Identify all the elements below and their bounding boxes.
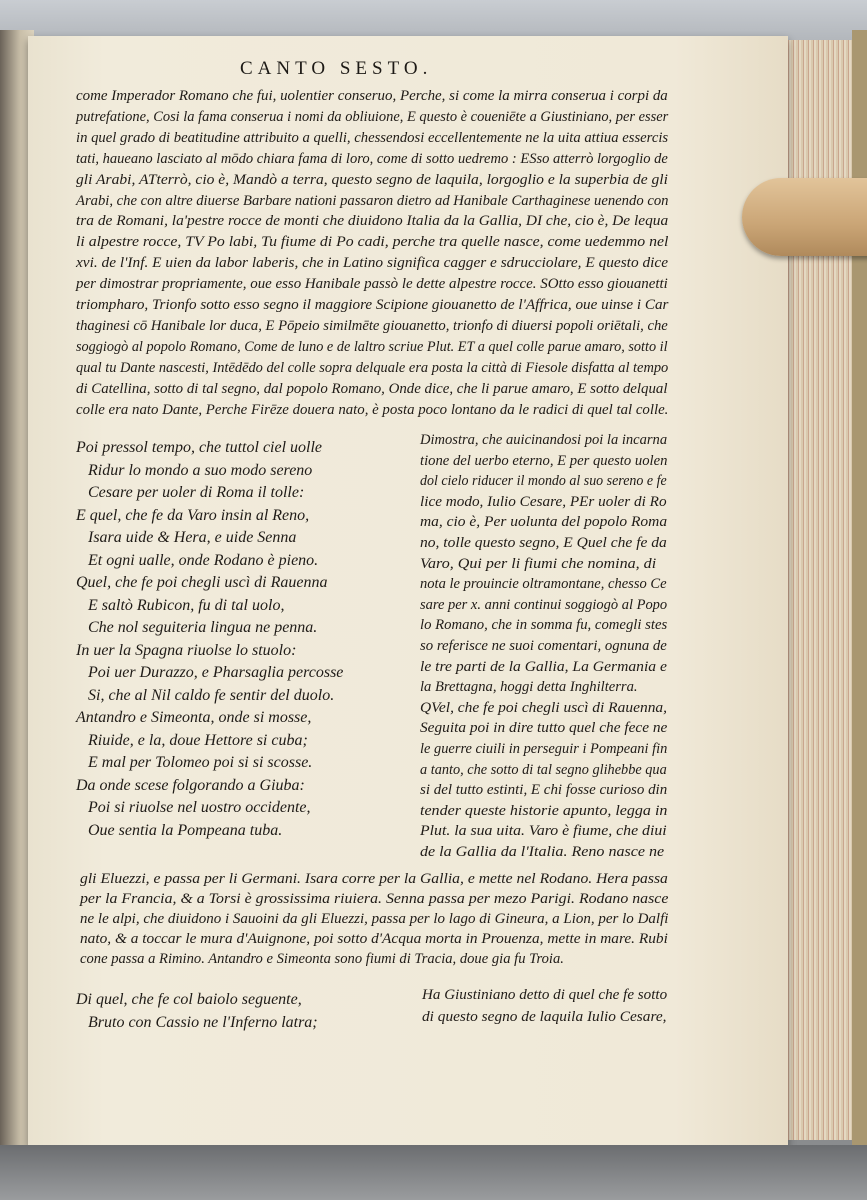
text-line: in quel grado di beatitudine attribuito a quelli, chessendosi eccellentemente ne la uita attiua essercis [76,128,669,146]
verse-line: Oue sentia la Pompeana tuba. [88,821,283,839]
text-line: Dimostra, che auicinandosi poi la incarna [420,432,668,448]
commentary-column-1 [420,430,667,862]
text-line: per dimostrar propriamente, oue esso Hanibale passò le dette alpestre rocce. SOtto esso giouanetti [76,275,668,293]
text-line: di Catellina, sotto di tal segno, dal popolo Romano, Onde dice, che li parue amaro, E sotto delqual [76,379,668,397]
text-line: xvi. de l'Inf. E uien da labor laberis, che in Latino significa cagger e sdrucciolare, E questo dice [76,254,669,272]
text-line: lice modo, Iulio Cesare, PEr uoler di Ro [420,493,667,510]
text-line: so referisce ne suoi comentari, ognuna de [420,637,667,654]
text-line: cone passa a Rimino. Antandro e Simeonta sono fiumi di Tracia, doue gia fu Troia. [80,951,564,968]
verse-line: Di quel, che fe col baiolo seguente, [76,991,302,1008]
text-line: per la Francia, & a Torsi è grossissima riuiera. Senna passa per mezo Parigi. Rodano nasce [80,891,669,908]
text-line: soggiogò al popolo Romano, Come de luno e de laltro scriue Plut. ET a quel colle parue amaro, sotto il [76,337,668,355]
verse-line: Bruto con Cassio ne l'Inferno latra; [88,1013,318,1031]
text-line: le tre parti de la Gallia, La Germania e [420,658,667,675]
verse-line: E quel, che fe da Varo insin al Reno, [76,506,310,524]
text-line: come Imperador Romano che fui, uolentier conseruo, Perche, si come la mirra conserua i corpi da [76,87,668,104]
verse-line: Poi si riuolse nel uostro occidente, [88,799,311,816]
verse-line: Antandro e Simeonta, onde si mosse, [76,709,312,726]
text-line: tione del uerbo eterno, E per questo uolen [420,452,668,469]
verse-block-2 [76,989,406,1034]
verse-line: Riuide, e la, doue Hettore si cuba; [88,731,308,749]
verse-line: Quel, che fe poi chegli uscì di Rauenna [76,574,328,591]
text-line: tati, haueano lasciato al mōdo chiara fama di loro, come di sotto uedremo : ESso atterrò lorgoglio de [76,149,668,167]
scan-background-top [0,0,867,40]
text-line: Varo, Qui per li fiumi che nomina, di [420,555,657,572]
wooden-page-holder [742,178,867,256]
text-line: nato, & a toccar le mura d'Auignone, poi sotto d'Acqua morta in Prouenza, mette in mare. Rubi [80,931,668,948]
verse-line: Si, che al Nil caldo fe sentir del duolo. [88,686,335,704]
verse-line: E saltò Rubicon, fu di tal uolo, [88,596,285,614]
text-line: QVel, che fe poi chegli uscì di Rauenna, [420,699,668,716]
text-line: putrefatione, Cosi la fama conserua i nomi da obliuione, E questo è coueniēte a Giustiniano, per esser [76,107,669,125]
text-line: colle era nato Dante, Perche Firēze douera nato, è posta poco lontano da le radici di quel tal colle. [76,400,669,418]
text-line: triompharo, Trionfo sotto esso segno il maggiore Scipione giouanetto de l'Affrica, oue uinse i Car [76,296,669,314]
text-line: ma, cio è, Per uolunta del popolo Roma [420,514,668,531]
text-line: Seguita poi in dire tutto quel che fece ne [420,720,668,737]
text-line: nota le prouincie oltramontane, chesso Ce [420,576,667,593]
text-line: li alpestre rocce, TV Po labi, Tu fiume di Po cadi, perche tra quelle nasce, come uedemmo nel [76,233,669,251]
text-line: sare per x. anni continui soggiogò al Popo [420,596,668,613]
verse-line: E mal per Tolomeo poi si si scosse. [88,754,313,771]
page-heading: CANTO SESTO. [240,58,433,79]
text-line: qual tu Dante nascesti, Intēdēdo del colle sopra delquale era posta la città di Fiesole disfatta al tempo [76,358,669,376]
verse-line: Isara uide & Hera, e uide Senna [88,529,297,546]
verse-line: Che nol seguiteria lingua ne penna. [88,619,318,636]
text-line: no, tolle questo segno, E Quel che fe da [420,534,667,551]
verse-line: Poi uer Durazzo, e Pharsaglia percosse [88,664,344,681]
verse-line: Ridur lo mondo a suo modo sereno [88,461,313,479]
verse-line: Cesare per uoler di Roma il tolle: [88,484,305,501]
text-line: dol cielo riducer il mondo al suo sereno e fe [420,473,667,490]
commentary-prose-top [76,86,668,421]
text-line: si del tutto estinti, E chi fosse curioso din [420,782,668,799]
verse-line: Et ogni ualle, onde Rodano è pieno. [88,551,319,569]
verse-line: In uer la Spagna riuolse lo stuolo: [76,641,297,659]
text-line: la Brettagna, hoggi detta Inghilterra. [420,679,638,696]
text-line: gli Arabi, ATterrò, cio è, Mandò a terra, questo segno de laquila, lorgoglio e la superbia de gli [76,170,668,188]
scan-background-bottom [0,1145,867,1200]
text-line: Ha Giustiniano detto di quel che fe sotto [422,987,668,1003]
commentary-column-2 [422,985,667,1029]
text-line: lo Romano, che in somma fu, comegli stes [420,617,668,634]
text-line: le guerre ciuili in perseguir i Pompeani fin [420,740,668,757]
verse-line: Poi pressol tempo, che tuttol ciel uolle [76,439,323,456]
text-line: Plut. la sua uita. Varo è fiume, che diui [420,823,667,840]
text-line: tender queste historie apunto, legga in [420,802,668,819]
text-line: tra de Romani, la'pestre rocce de monti che diuidono Italia da la Gallia, DI che, cio è, De lequa [76,212,669,230]
text-line: Arabi, che con altre diuerse Barbare nationi passaron dietro ad Hanibale Carthaginese uenendo con [76,191,669,209]
verse-line: Da onde scese folgorando a Giuba: [76,776,305,794]
text-line: di questo segno de laquila Iulio Cesare, [422,1008,667,1025]
text-line: a tanto, che sotto di tal segno glihebbe qua [420,761,667,778]
commentary-prose-bottom [80,869,668,969]
text-line: thaginesi cō Hanibale lor duca, E Pōpeio similmēte giouanetto, trionfo di diuersi popoli oriētali, che [76,316,668,334]
text-line: gli Eluezzi, e passa per li Germani. Isara corre per la Gallia, e mette nel Rodano. Hera passa [80,871,668,887]
text-line: ne le alpi, che diuidono i Sauoini da gli Eluezzi, passa per lo lago di Gineura, a Lion, per lo Dalfi [80,911,669,928]
text-line: de la Gallia da l'Italia. Reno nasce ne [420,843,665,860]
verse-block-1 [76,437,406,842]
